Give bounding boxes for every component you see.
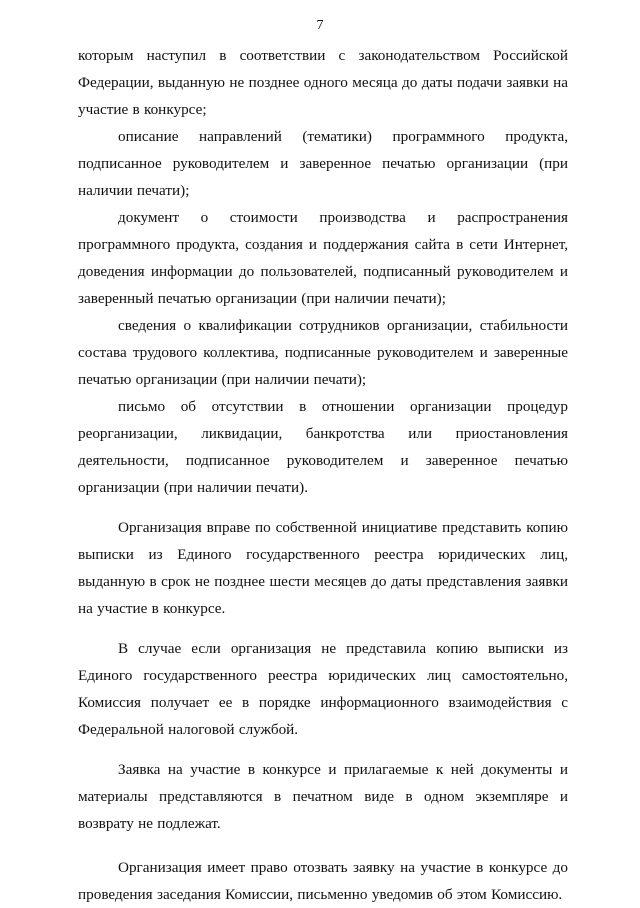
paragraph-registry-extract-commission: В случае если организация не представила копию выписки из Единого государственного реестра юридических лиц самостоятельно, Комиссия получает ее в порядке информационного взаимодействия с Федеральной налоговой службой. <box>78 640 568 738</box>
paragraph-cost-document: документ о стоимости производства и распространения программного продукта, создания и поддержания сайта в сети Интернет, доведения информации до пользователей, подписанный руководителем и заверенный печатью организации (при наличии печати); <box>78 209 568 307</box>
paragraph-topic-description: описание направлений (тематики) программного продукта, подписанное руководителем и заверенное печатью организации (при наличии печати); <box>78 128 568 199</box>
paragraph-continuation: которым наступил в соответствии с законодательством Российской Федерации, выданную не позднее одного месяца до даты подачи заявки на участие в конкурсе; <box>78 47 568 118</box>
paragraph-application-printed: Заявка на участие в конкурсе и прилагаемые к ней документы и материалы представляются в печатном виде в одном экземпляре и возврату не подлежат. <box>78 761 568 832</box>
document-body <box>78 42 568 908</box>
page-number: 7 <box>316 18 324 33</box>
paragraph-withdraw-application: Организация имеет право отозвать заявку на участие в конкурсе до проведения заседания Комиссии, письменно уведомив об этом Комиссию. <box>78 859 568 903</box>
paragraph-staff-qualification: сведения о квалификации сотрудников организации, стабильности состава трудового коллектива, подписанные руководителем и заверенные печатью организации (при наличии печати); <box>78 317 568 388</box>
paragraph-no-reorganization-letter: письмо об отсутствии в отношении организации процедур реорганизации, ликвидации, банкротства или приостановления деятельности, подписанное руководителем и заверенное печатью организации (при наличии печати). <box>78 398 568 496</box>
paragraph-registry-extract-initiative: Организация вправе по собственной инициативе представить копию выписки из Единого государственного реестра юридических лиц, выданную в срок не позднее шести месяцев до даты представления заявки на участие в конкурсе. <box>78 519 568 617</box>
